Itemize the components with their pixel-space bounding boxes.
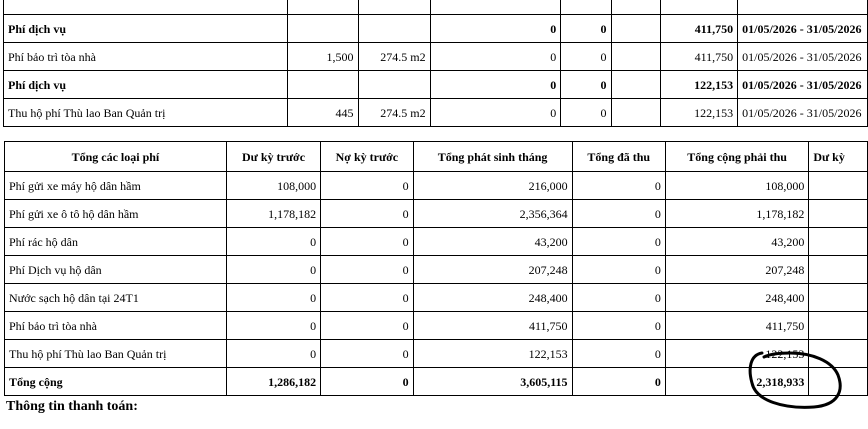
total-previous-surplus-cell: 1,286,182 [226, 368, 320, 396]
fee-period: 01/05/2026 - 31/05/2026 [738, 99, 868, 127]
total-collected-cell: 0 [572, 256, 665, 284]
fee-area: 274.5 m2 [358, 43, 430, 71]
fee-value-b: 0 [561, 43, 611, 71]
total-total-collected-cell: 0 [572, 368, 665, 396]
summary-total-row [5, 368, 868, 396]
total-receivable-cell: 108,000 [665, 172, 808, 200]
fee-period: 01/05/2026 - 31/05/2026 [738, 15, 868, 43]
header-previous-surplus: Dư kỳ trước [226, 142, 320, 172]
summary-row [5, 312, 868, 340]
fee-value-c [611, 99, 661, 127]
fee-period: 01/05/2026 - 31/05/2026 [738, 43, 868, 71]
total-receivable-cell: 207,248 [665, 256, 808, 284]
fee-detail-table [3, 0, 868, 127]
previous-surplus-cell: 0 [226, 312, 320, 340]
summary-row [5, 172, 868, 200]
header-monthly-total: Tổng phát sinh tháng [413, 142, 572, 172]
fee-type-cell: Phí bảo trì tòa nhà [5, 312, 227, 340]
fee-amount [661, 0, 738, 15]
summary-header-row [5, 142, 868, 172]
previous-debt-cell: 0 [321, 312, 413, 340]
previous-surplus-cell: 0 [226, 340, 320, 368]
header-previous-debt: Nợ kỳ trước [321, 142, 413, 172]
monthly-total-cell: 43,200 [413, 228, 572, 256]
total-collected-cell: 0 [572, 312, 665, 340]
total-fee-type-cell: Tổng cộng [5, 368, 227, 396]
previous-surplus-cell: 0 [226, 228, 320, 256]
period-surplus-cell [809, 312, 868, 340]
total-monthly-total-cell: 3,605,115 [413, 368, 572, 396]
fee-value-b: 0 [561, 71, 611, 99]
total-total-receivable-cell: 2,318,933 [665, 368, 808, 396]
fee-type-cell: Phí Dịch vụ hộ dân [5, 256, 227, 284]
fee-name: Phí bảo trì tòa nhà [4, 43, 288, 71]
fee-summary-table [4, 141, 868, 396]
monthly-total-cell: 122,153 [413, 340, 572, 368]
total-previous-debt-cell: 0 [321, 368, 413, 396]
fee-name: Phí dịch vụ [4, 15, 288, 43]
previous-debt-cell: 0 [321, 200, 413, 228]
total-collected-cell: 0 [572, 228, 665, 256]
total-collected-cell: 0 [572, 200, 665, 228]
header-fee-type: Tổng các loại phí [5, 142, 227, 172]
fee-type-cell: Thu hộ phí Thù lao Ban Quản trị [5, 340, 227, 368]
total-receivable-cell: 248,400 [665, 284, 808, 312]
fee-quantity [288, 0, 358, 15]
summary-row [5, 340, 868, 368]
fee-value-c [611, 15, 661, 43]
fee-type-cell: Phí gửi xe máy hộ dân hầm [5, 172, 227, 200]
previous-surplus-cell: 0 [226, 284, 320, 312]
fee-value-b [561, 0, 611, 15]
total-receivable-cell: 122,153 [665, 340, 808, 368]
fee-detail-row [4, 71, 868, 99]
previous-debt-cell: 0 [321, 228, 413, 256]
fee-value-a: 0 [430, 99, 561, 127]
previous-surplus-cell: 108,000 [226, 172, 320, 200]
previous-debt-cell: 0 [321, 172, 413, 200]
fee-value-a: 0 [430, 71, 561, 99]
monthly-total-cell: 248,400 [413, 284, 572, 312]
fee-detail-row [4, 15, 868, 43]
fee-value-c [611, 71, 661, 99]
fee-detail-row [4, 99, 868, 127]
summary-row [5, 284, 868, 312]
fee-area: 274.5 m2 [358, 99, 430, 127]
fee-name [4, 0, 288, 15]
fee-value-b: 0 [561, 15, 611, 43]
previous-debt-cell: 0 [321, 256, 413, 284]
total-receivable-cell: 43,200 [665, 228, 808, 256]
fee-amount: 122,153 [661, 99, 738, 127]
fee-area [358, 15, 430, 43]
summary-row [5, 200, 868, 228]
fee-value-c [611, 43, 661, 71]
fee-detail-row [4, 43, 868, 71]
monthly-total-cell: 216,000 [413, 172, 572, 200]
previous-surplus-cell: 1,178,182 [226, 200, 320, 228]
period-surplus-cell [809, 228, 868, 256]
summary-row [5, 228, 868, 256]
fee-area [358, 0, 430, 15]
fee-value-a [430, 0, 561, 15]
fee-quantity: 1,500 [288, 43, 358, 71]
fee-name: Thu hộ phí Thù lao Ban Quản trị [4, 99, 288, 127]
total-period-surplus-cell [809, 368, 868, 396]
fee-type-cell: Nước sạch hộ dân tại 24T1 [5, 284, 227, 312]
fee-quantity [288, 71, 358, 99]
fee-area [358, 71, 430, 99]
fee-period: 01/05/2026 - 31/05/2026 [738, 71, 868, 99]
fee-detail-row [4, 0, 868, 15]
fee-amount: 411,750 [661, 15, 738, 43]
fee-value-c [611, 0, 661, 15]
fee-type-cell: Phí gửi xe ô tô hộ dân hầm [5, 200, 227, 228]
total-receivable-cell: 1,178,182 [665, 200, 808, 228]
monthly-total-cell: 2,356,364 [413, 200, 572, 228]
fee-amount: 122,153 [661, 71, 738, 99]
period-surplus-cell [809, 340, 868, 368]
period-surplus-cell [809, 284, 868, 312]
period-surplus-cell [809, 200, 868, 228]
summary-row [5, 256, 868, 284]
header-period-surplus: Dư kỳ [809, 142, 868, 172]
total-collected-cell: 0 [572, 284, 665, 312]
fee-period [738, 0, 868, 15]
header-total-collected: Tổng đã thu [572, 142, 665, 172]
total-collected-cell: 0 [572, 340, 665, 368]
total-receivable-cell: 411,750 [665, 312, 808, 340]
monthly-total-cell: 207,248 [413, 256, 572, 284]
previous-debt-cell: 0 [321, 284, 413, 312]
previous-debt-cell: 0 [321, 340, 413, 368]
period-surplus-cell [809, 172, 868, 200]
fee-amount: 411,750 [661, 43, 738, 71]
fee-quantity: 445 [288, 99, 358, 127]
fee-value-b: 0 [561, 99, 611, 127]
period-surplus-cell [809, 256, 868, 284]
monthly-total-cell: 411,750 [413, 312, 572, 340]
header-total-receivable: Tổng cộng phải thu [665, 142, 808, 172]
fee-quantity [288, 15, 358, 43]
payment-info-title: Thông tin thanh toán: [6, 399, 138, 414]
fee-name: Phí dịch vụ [4, 71, 288, 99]
fee-value-a: 0 [430, 15, 561, 43]
previous-surplus-cell: 0 [226, 256, 320, 284]
fee-value-a: 0 [430, 43, 561, 71]
total-collected-cell: 0 [572, 172, 665, 200]
fee-type-cell: Phí rác hộ dân [5, 228, 227, 256]
